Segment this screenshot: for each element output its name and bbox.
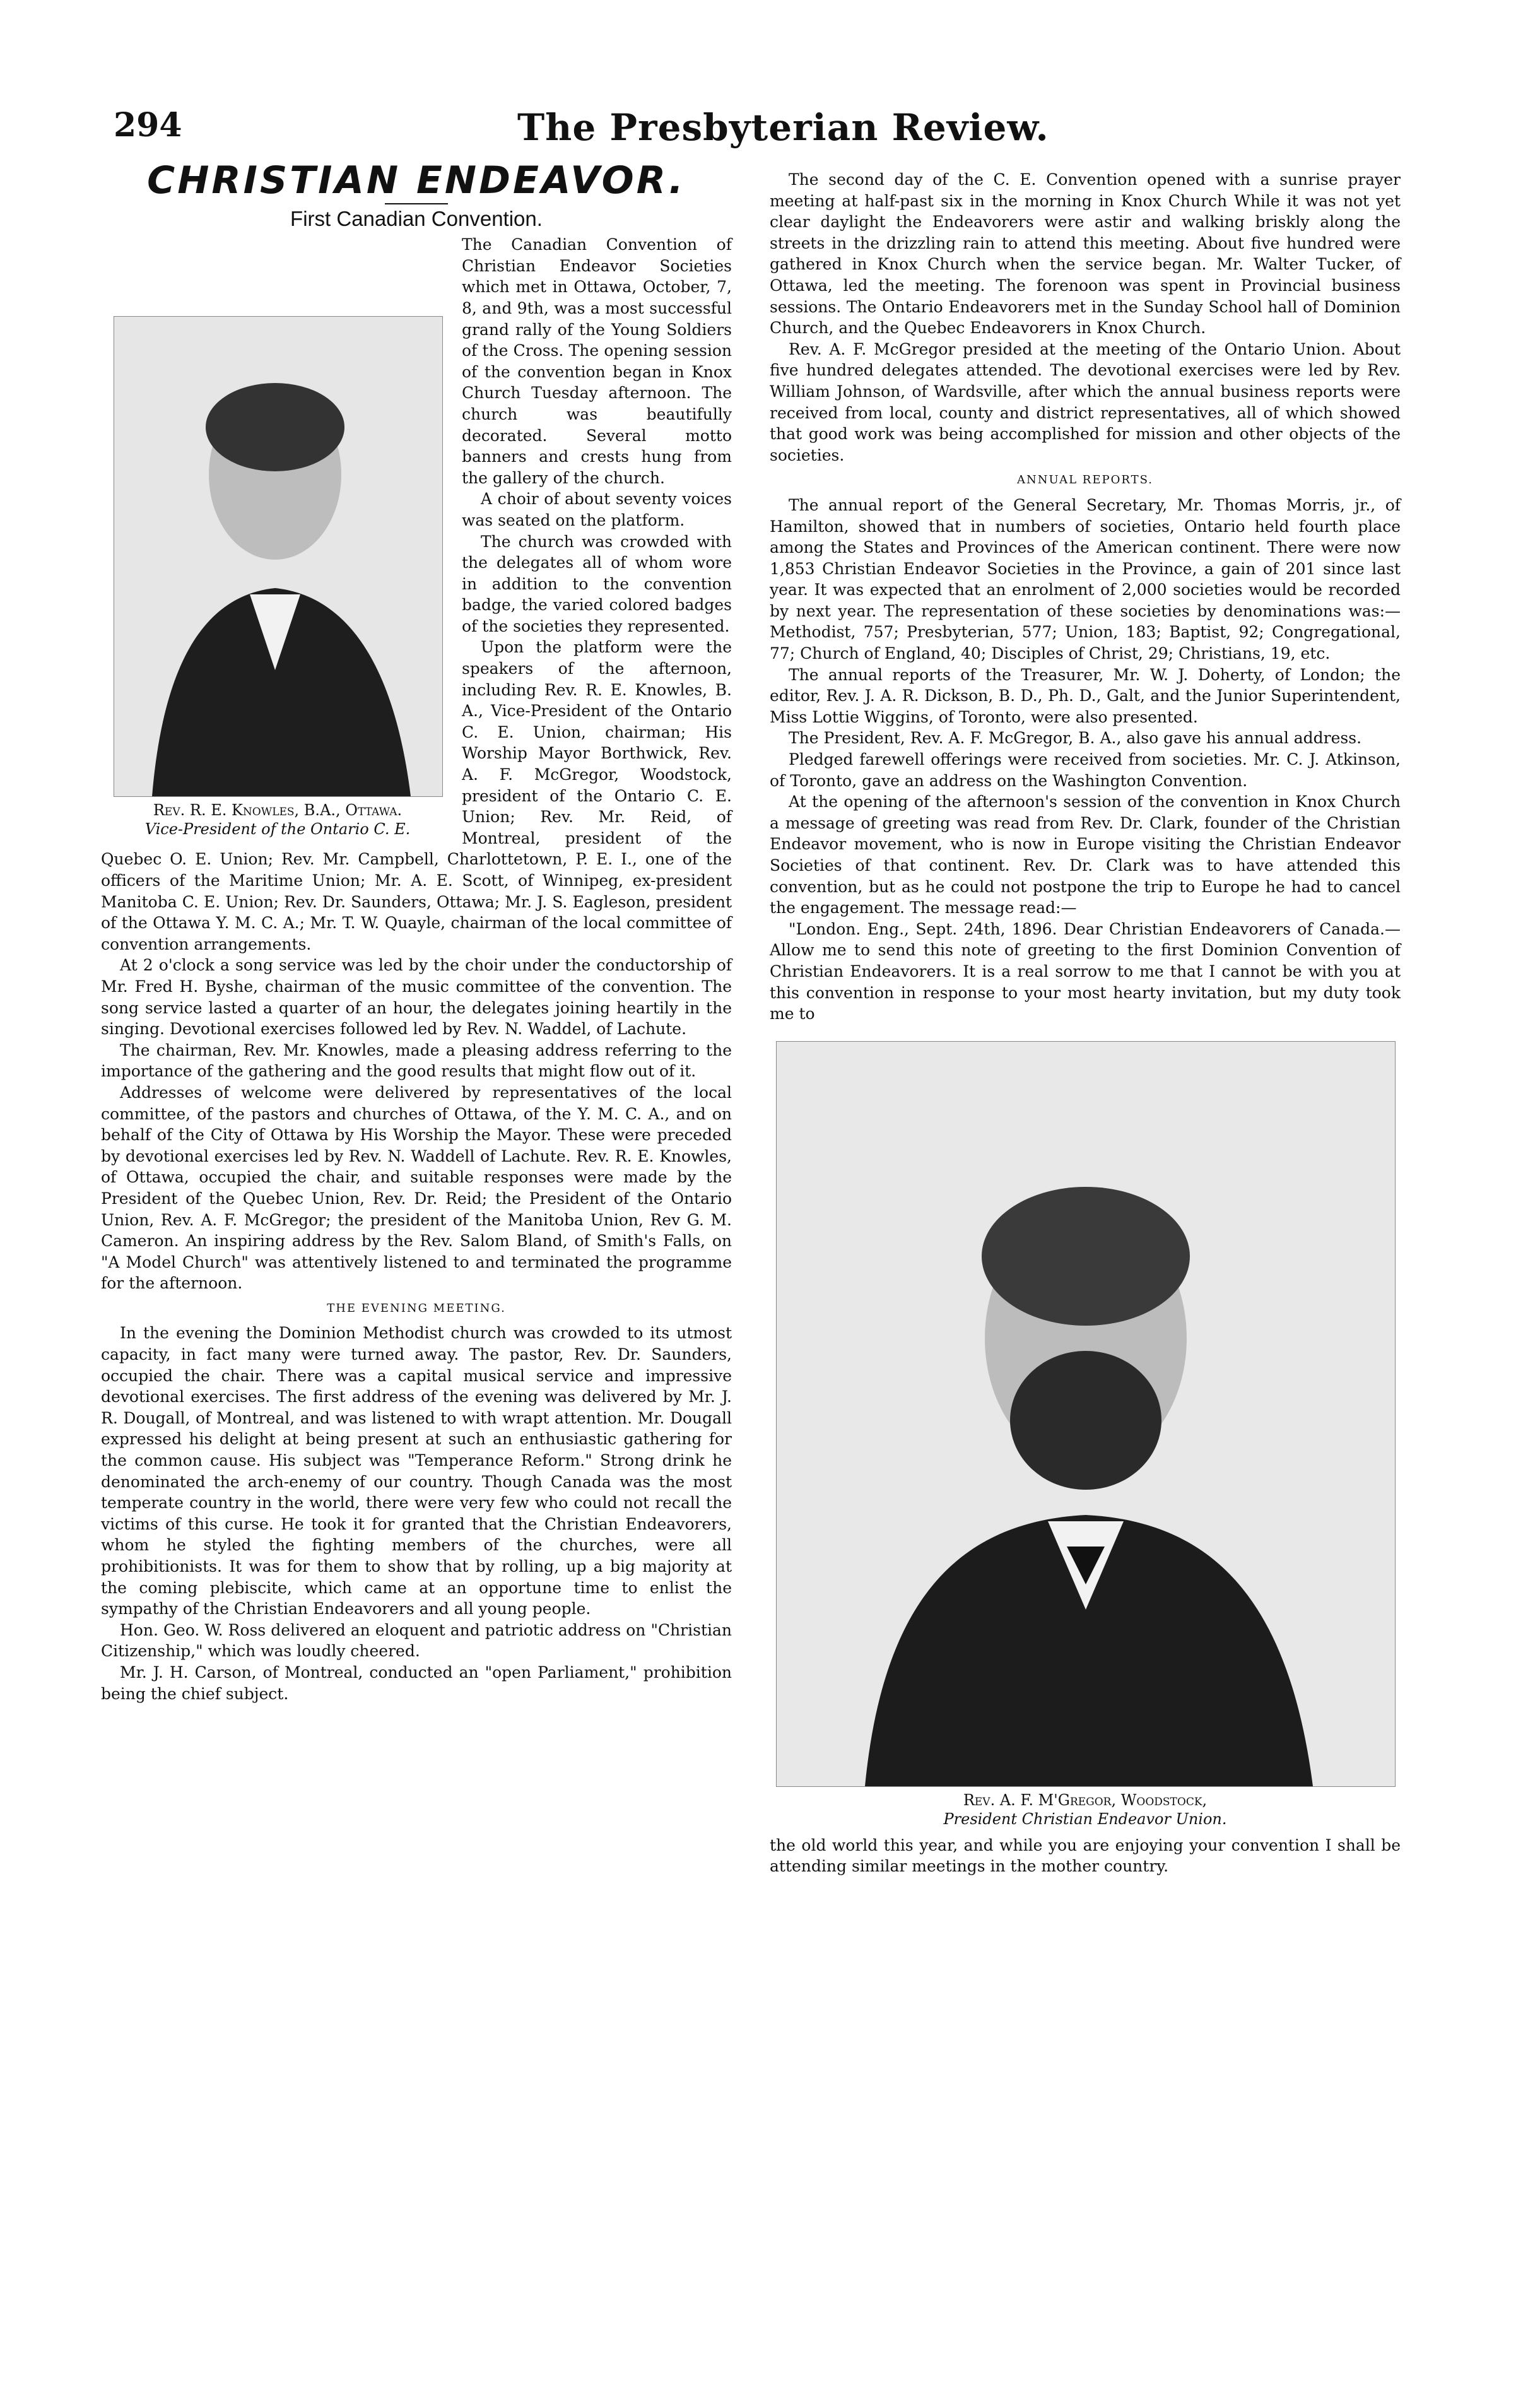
paragraph: Upon the platform were the speakers of the afternoon, including Rev. R. E. Knowles, B. A., Vice-President of the Ontario C. E. Union, chairman; His Worship Mayor Borthwick, Rev. A. F. McGregor, Woodstock, president of the Ontario C. E. Union; Rev. Mr. Reid, of Montreal, president of the Quebec O. E. Union; Rev. Mr. Campbell, Charlottetown, P. E. I., one of the officers of the Maritime Union; Mr. A. E. Scott, of Winnipeg, ex-president Manitoba C. E. Union; Rev. Dr. Saunders, Ottawa; Mr. J. S. Eagleson, president of the Ottawa Y. M. C. A.; Mr. T. W. Quayle, chairman of the local committee of convention arrangements. bbox=[101, 638, 732, 953]
subheading-annual-reports: ANNUAL REPORTS. bbox=[1016, 473, 1153, 487]
paragraph: The annual reports of the Treasurer, Mr. W. J. Doherty, of London; the editor, Rev. J. A. R. Dickson, B. D., Ph. D., Galt, and the Junior Superintendent, Miss Lottie Wiggins, of Toronto, were also presented. bbox=[770, 665, 1401, 726]
paragraph: Rev. A. F. McGregor presided at the meeting of the Ontario Union. About five hundred delegates attended. The devotional exercises were led by Rev. William Johnson, of Wardsville, after which the annual business reports were received from local, county and district representatives, all of which showed that good work was being accomplished for mission and other objects of the societies. bbox=[770, 339, 1401, 464]
right-column bbox=[770, 169, 1401, 1877]
article-subtitle: First Canadian Convention. bbox=[290, 206, 543, 230]
caption-mcgregor bbox=[776, 1791, 1394, 1829]
paragraph: The annual report of the General Secretary, Mr. Thomas Morris, jr., of Hamilton, showed that in numbers of societies, Ontario held fourth place among the States and Provinces of the American continent. There were now 1,853 Christian Endeavor Societies in the Province, a gain of 201 since last year. It was expected that an enrolment of 2,000 societies would be recorded by next year. The representation of these societies by denominations was:—Methodist, 757; Presbyterian, 577; Union, 183; Baptist, 92; Congregational, 77; Church of England, 40; Disciples of Christ, 29; Christians, 19, etc. bbox=[770, 495, 1401, 663]
left-column bbox=[101, 158, 732, 1704]
paragraph: At 2 o'clock a song service was led by the choir under the conductorship of Mr. Fred H. Byshe, chairman of the music committee of the convention. The song service lasted a quarter of an hour, the delegates joining heartily in the singing. Devotional exercises followed led by Rev. N. Waddel, of Lachute. bbox=[101, 956, 732, 1039]
caption-role: President Christian Endeavor Union. bbox=[943, 1810, 1227, 1828]
section-title: CHRISTIAN ENDEAVOR. bbox=[147, 158, 686, 203]
paragraph: the old world this year, and while you are enjoying your convention I shall be attending similar meetings in the mother country. bbox=[770, 1835, 1401, 1876]
portrait-figure-knowles bbox=[101, 234, 454, 839]
paragraph: A choir of about seventy voices was seated on the platform. bbox=[462, 490, 732, 529]
paragraph: The chairman, Rev. Mr. Knowles, made a pleasing address referring to the importance of the gathering and the good results that might flow out of it. bbox=[101, 1040, 732, 1081]
publication-title: The Presbyterian Review. bbox=[517, 106, 1049, 149]
portrait-photo-mcgregor bbox=[776, 1041, 1396, 1787]
paragraph: In the evening the Dominion Methodist church was crowded to its utmost capacity, in fact many were turned away. The pastor, Rev. Dr. Saunders, occupied the chair. There was a capital musical service and impressive devotional exercises. The first address of the evening was delivered by Mr. J. R. Dougall, of Montreal, and was listened to with wrapt attention. Mr. Dougall expressed his delight at being present at such an enthusiastic gathering for the common cause. His subject was "Temperance Reform." Strong drink he denominated the arch-enemy of our country. Though Canada was the most temperate country in the world, there were very few who could not recall the victims of this curse. He took it for granted that the Christian Endeavorers, whom he styled the fighting members of the churches, were all prohibitionists. It was for them to show that by rolling, up a big majority at the coming plebiscite, which came at an opportune time to enlist the sympathy of the Christian Endeavorers and all young people. bbox=[101, 1324, 732, 1618]
caption-role: Vice-President of the Ontario C. E. bbox=[144, 820, 411, 839]
paragraph: At the opening of the afternoon's session of the convention in Knox Church a message of greeting was read from Rev. Dr. Clark, founder of the Christian Endeavor movement, who is now in Europe visiting the Christian Endeavor Societies of that continent. Rev. Dr. Clark was to have attended this convention, but as he could not postpone the trip to Europe he had to cancel the engagement. The message read:— bbox=[770, 792, 1401, 917]
title-rule bbox=[385, 203, 448, 204]
page-number: 294 bbox=[114, 106, 182, 144]
page-header bbox=[0, 106, 1540, 163]
caption-knowles bbox=[101, 801, 454, 839]
portrait-photo-knowles bbox=[114, 316, 443, 797]
caption-name: Rev. A. F. M'Gregor, Woodstock, bbox=[963, 1791, 1208, 1809]
paragraph: Hon. Geo. W. Ross delivered an eloquent and patriotic address on "Christian Citizenship," which was loudly cheered. bbox=[101, 1620, 732, 1661]
paragraph: The second day of the C. E. Convention opened with a sunrise prayer meeting at half-past six in the morning in Knox Church While it was not yet clear daylight the Endeavorers were astir and walking briskly along the streets in the drizzling rain to attend this meeting. About five hundred were gathered in Knox Church when the service began. Mr. Walter Tucker, of Ottawa, led the meeting. The forenoon was spent in Provincial business sessions. The Ontario Endeavorers met in the Sunday School hall of Dominion Church, and the Quebec Endeavorers in Knox Church. bbox=[770, 170, 1401, 338]
caption-name: Rev. R. E. Knowles, B.A., Ottawa. bbox=[153, 801, 403, 820]
portrait-illustration bbox=[114, 317, 442, 796]
paragraph: "London. Eng., Sept. 24th, 1896. Dear Christian Endeavorers of Canada.—Allow me to send this note of greeting to the first Dominion Convention of Christian Endeavorers. It is a real sorrow to me that I cannot be with you at this convention in response to your most hearty invitation, but my duty took me to bbox=[770, 919, 1401, 1023]
subheading-evening-meeting: THE EVENING MEETING. bbox=[327, 1301, 506, 1315]
paragraph: Mr. J. H. Carson, of Montreal, conducted an "open Parliament," prohibition being the chief subject. bbox=[101, 1663, 732, 1703]
paragraph: The church was crowded with the delegates all of whom wore in addition to the convention badge, the varied colored badges of the societies they represented. bbox=[462, 532, 732, 635]
paragraph: The Canadian Convention of Christian Endeavor Societies which met in Ottawa, October, 7, 8, and 9th, was a most successful grand rally of the Young Soldiers of the Cross. The opening session of the convention began in Knox Church Tuesday afternoon. The church was beautifully decorated. Several motto banners and crests hung from the gallery of the church. bbox=[462, 235, 732, 487]
paragraph: Addresses of welcome were delivered by representatives of the local committee, of the pastors and churches of Ottawa, of the Y. M. C. A., and on behalf of the City of Ottawa by His Worship the Mayor. These were preceded by devotional exercises led by Rev. N. Waddell of Lachute. Rev. R. E. Knowles, of Ottawa, occupied the chair, and suitable responses were made by the President of the Quebec Union, Rev. Dr. Reid; the President of the Ontario Union, Rev. A. F. McGregor; the president of the Manitoba Union, Rev G. M. Cameron. An inspiring address by the Rev. Salom Bland, of Smith's Falls, on "A Model Church" was attentively listened to and terminated the programme for the afternoon. bbox=[101, 1083, 732, 1293]
paragraph: Pledged farewell offerings were received from societies. Mr. C. J. Atkinson, of Toronto, gave an address on the Washington Convention. bbox=[770, 750, 1401, 790]
portrait-illustration bbox=[777, 1042, 1395, 1786]
portrait-figure-mcgregor bbox=[776, 1041, 1394, 1829]
paragraph: The President, Rev. A. F. McGregor, B. A., also gave his annual address. bbox=[789, 729, 1362, 748]
